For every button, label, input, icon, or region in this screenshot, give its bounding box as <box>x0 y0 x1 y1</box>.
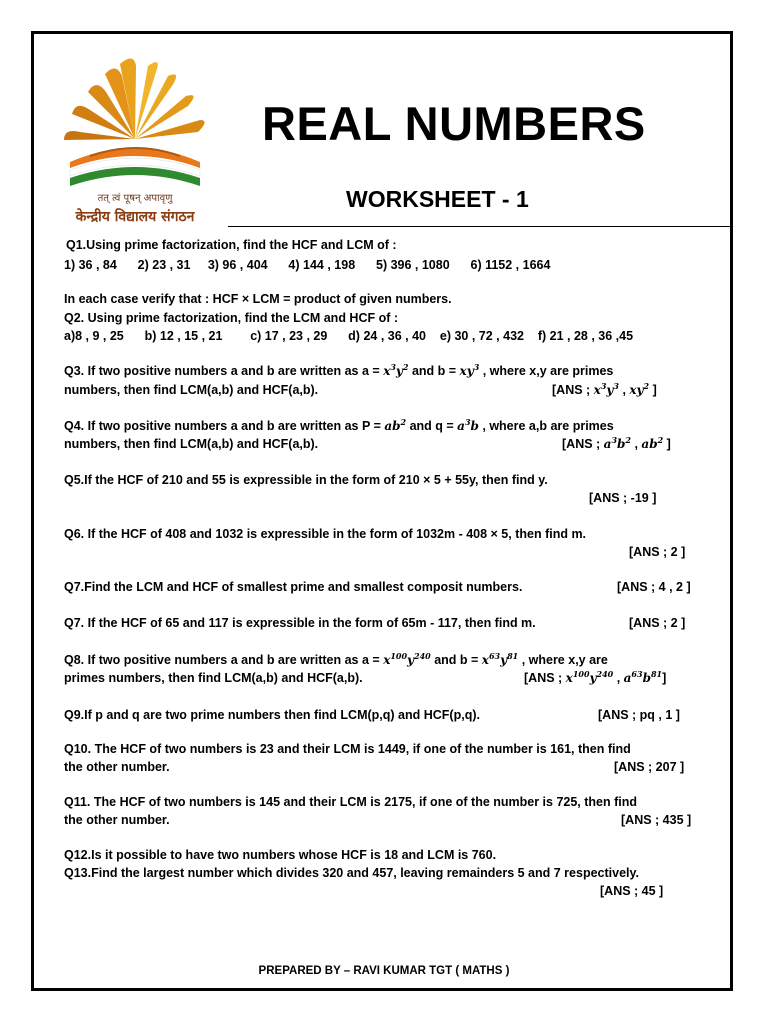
q1-items: 1) 36 , 84 2) 23 , 31 3) 96 , 404 4) 144 , 198 5) 396 , 1080 6) 1152 , 1664 <box>64 258 551 272</box>
footer-credit: PREPARED BY – RAVI KUMAR TGT ( MATHS ) <box>258 965 510 977</box>
sun-rays-icon <box>64 58 205 140</box>
q8-line1: Q8. If two positive numbers a and b are written as $a = x^{100}y^{240}$ and $b = x^{63}y^{81}$ , where x,y are <box>64 651 608 667</box>
q7a-answer: [ANS ; 4 , 2 ] <box>617 580 691 594</box>
q1-text: Q1.Using prime factorization, find the HCF and LCM of : <box>66 238 397 252</box>
q10-line2: the other number. <box>64 760 170 774</box>
q13-answer: [ANS ; 45 ] <box>600 884 664 898</box>
q7b-answer: [ANS ; 2 ] <box>629 616 686 630</box>
q4-line1: Q4. If two positive numbers a and b are written as $P = ab^2$ and $q = a^3b$ , where a,b are primes <box>64 417 614 433</box>
q13-text: Q13.Find the largest number which divides 320 and 457, leaving remainders 5 and 7 respectively. <box>64 866 639 880</box>
verify-text: In each case verify that : HCF × LCM = product of given numbers. <box>64 292 452 306</box>
q9-answer: [ANS ; pq , 1 ] <box>598 708 680 722</box>
q10-answer: [ANS ; 207 ] <box>614 760 685 774</box>
q11-line2: the other number. <box>64 813 170 827</box>
page-title: REAL NUMBERS <box>262 97 646 150</box>
q3-answer: [ANS ; $x^3y^3$ , $xy^2$ ] <box>552 381 657 397</box>
q8-line2: primes numbers, then find LCM(a,b) and HCF(a,b). <box>64 671 363 685</box>
worksheet-subtitle: WORKSHEET - 1 <box>346 186 529 212</box>
q2-items: a)8 , 9 , 25 b) 12 , 15 , 21 c) 17 , 23 , 29 d) 24 , 36 , 40 e) 30 , 72 , 432 f) 21 , 28 , 36 ,45 <box>64 329 634 343</box>
q2-text: Q2. Using prime factorization, find the LCM and HCF of : <box>64 311 399 325</box>
q7b-text: Q7. If the HCF of 65 and 117 is expressible in the form of 65m - 117, then find m. <box>64 616 536 630</box>
q3-line1: Q3. If two positive numbers a and b are written as $a = x^3y^2$ and $b = xy^3$ , where x,y are primes <box>64 362 614 378</box>
q6-answer: [ANS ; 2 ] <box>629 545 686 559</box>
logo-name: केन्द्रीय विद्यालय संगठन <box>75 209 195 225</box>
q5-text: Q5.If the HCF of 210 and 55 is expressible in the form of 210 × 5 + 55y, then find y. <box>64 473 548 487</box>
q10-text: Q10. The HCF of two numbers is 23 and their LCM is 1449, if one of the number is 161, then find <box>64 742 631 756</box>
q7a-text: Q7.Find the LCM and HCF of smallest prime and smallest composit numbers. <box>64 580 523 594</box>
q3-line2: numbers, then find LCM(a,b) and HCF(a,b). <box>64 383 319 397</box>
q4-answer: [ANS ; $a^3b^2$ , $ab^2$ ] <box>562 435 671 451</box>
kvs-logo <box>50 44 220 229</box>
q8-answer: [ANS ; $x^{100}y^{240}$ , $a^{63}b^{81}$] <box>524 669 667 685</box>
header-divider <box>228 226 730 227</box>
q12-text: Q12.Is it possible to have two numbers whose HCF is 18 and LCM is 760. <box>64 848 497 862</box>
logo-motto: तत् त्वं पूषन् अपावृणु <box>97 193 173 204</box>
q4-line2: numbers, then find LCM(a,b) and HCF(a,b). <box>64 437 319 451</box>
q6-text: Q6. If the HCF of 408 and 1032 is expressible in the form of 1032m - 408 × 5, then find m. <box>64 527 587 541</box>
q11-text: Q11. The HCF of two numbers is 145 and their LCM is 2175, if one of the number is 725, then find <box>64 795 638 809</box>
q5-answer: [ANS ; -19 ] <box>589 491 657 505</box>
q9-text: Q9.If p and q are two prime numbers then find LCM(p,q) and HCF(p,q). <box>64 708 480 722</box>
q11-answer: [ANS ; 435 ] <box>621 813 692 827</box>
